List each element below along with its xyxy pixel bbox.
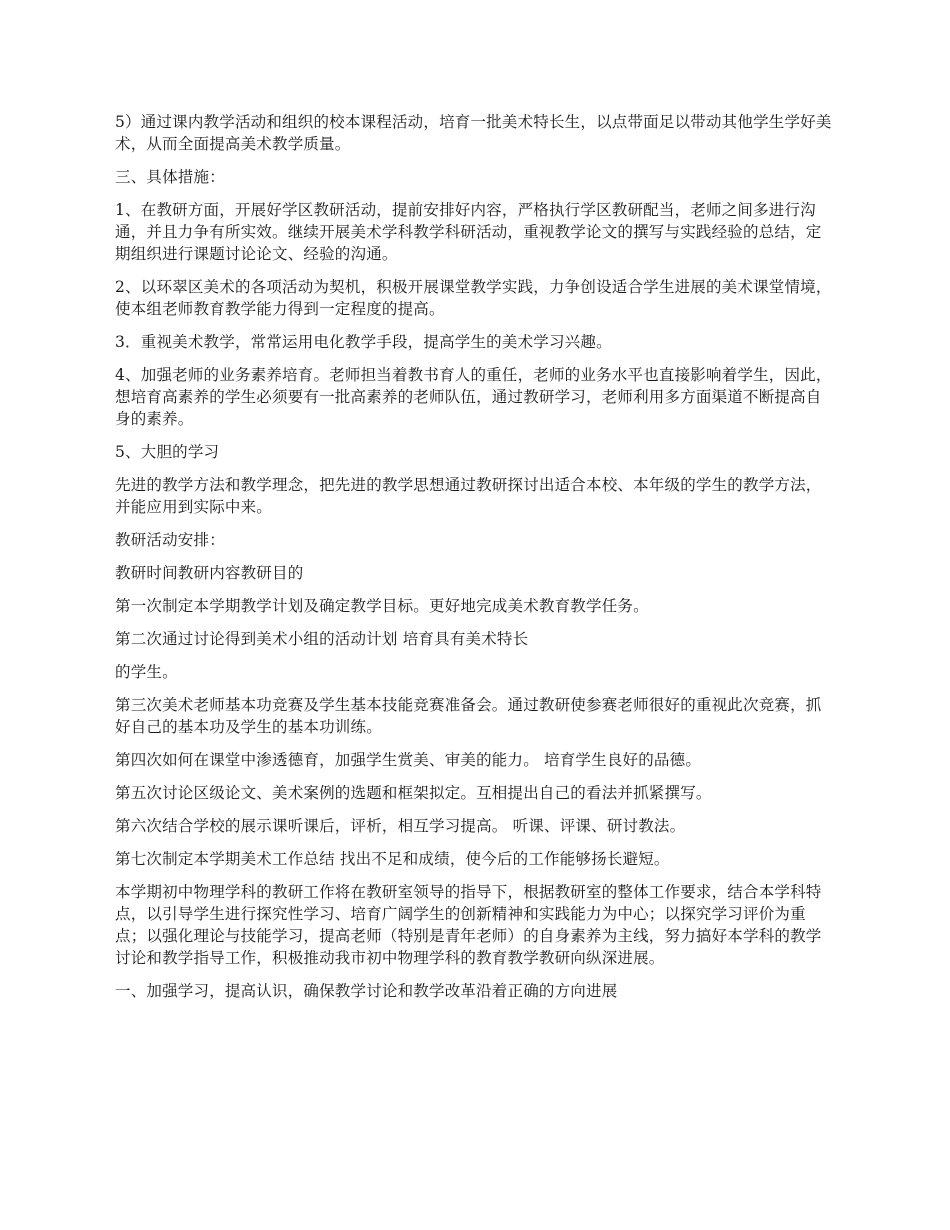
schedule-item-7: 第七次制定本学期美术工作总结 找出不足和成绩，使今后的工作能够扬长避短。 xyxy=(115,850,670,868)
paragraph-measure-4: 4、加强老师的业务素养培育。老师担当着教书育人的重任，老师的业务水平也直接影响着学生，因此，想培育高素养的学生必须要有一批高素养的老师队伍，通过教研学习，老师利用多方面渠道不断提高自身的素养。 xyxy=(115,366,832,428)
schedule-header: 教研时间教研内容教研目的 xyxy=(115,564,304,582)
schedule-item-1: 第一次制定本学期教学计划及确定教学目标。更好地完成美术教育教学任务。 xyxy=(115,597,649,615)
schedule-item-2-continued: 的学生。 xyxy=(115,663,178,681)
section-heading-study: 一、加强学习，提高认识，确保教学讨论和教学改革沿着正确的方向进展 xyxy=(115,982,618,1000)
paragraph-physics-intro: 本学期初中物理学科的教研工作将在教研室领导的指导下，根据教研室的整体工作要求，结合本学科特点，以引导学生进行探究性学习、培育广阔学生的创新精神和实践能力为中心；以探究学习评价为重点；以强化理论与技能学习，提高老师（特别是青年老师）的自身素养为主线，努力搞好本学科的教学讨论和教学指导工作，积极推动我市初中物理学科的教育教学教研向纵深进展。 xyxy=(115,883,822,967)
schedule-item-3: 第三次美术老师基本功竞赛及学生基本技能竞赛准备会。通过教研使参赛老师很好的重视此次竞赛，抓好自己的基本功及学生的基本功训练。 xyxy=(115,696,822,736)
schedule-item-6: 第六次结合学校的展示课听课后，评析，相互学习提高。 听课、评课、研讨教法。 xyxy=(115,817,686,835)
section-heading-schedule: 教研活动安排： xyxy=(115,531,225,549)
paragraph-measure-5: 5、大胆的学习 xyxy=(115,443,220,461)
schedule-item-5: 第五次讨论区级论文、美术案例的选题和框架拟定。互相提出自己的看法并抓紧撰写。 xyxy=(115,784,712,802)
paragraph-measure-2: 2、以环翠区美术的各项活动为契机，积极开展课堂教学实践，力争创设适合学生进展的美术课堂情境，使本组老师教育教学能力得到一定程度的提高。 xyxy=(115,278,832,318)
paragraph-goal-5: 5）通过课内教学活动和组织的校本课程活动，培育一批美术特长生，以点带面足以带动其他学生学好美术，从而全面提高美术教学质量。 xyxy=(115,113,832,153)
paragraph-measure-3: 3．重视美术教学，常常运用电化教学手段，提高学生的美术学习兴趣。 xyxy=(115,333,612,351)
document-body xyxy=(115,111,837,1013)
schedule-item-4: 第四次如何在课堂中渗透德育，加强学生赏美、审美的能力。 培育学生良好的品德。 xyxy=(115,751,702,769)
section-heading-measures: 三、具体措施： xyxy=(115,168,225,186)
schedule-item-2: 第二次通过讨论得到美术小组的活动计划 培育具有美术特长 xyxy=(115,630,529,648)
paragraph-measure-1: 1、在教研方面，开展好学区教研活动，提前安排好内容，严格执行学区教研配当，老师之间多进行沟通，并且力争有所实效。继续开展美术学科教学科研活动，重视教学论文的撰写与实践经验的总结，定期组织进行课题讨论论文、经验的沟通。 xyxy=(115,201,822,263)
paragraph-measure-5-detail: 先进的教学方法和教学理念，把先进的教学思想通过教研探讨出适合本校、本年级的学生的教学方法，并能应用到实际中来。 xyxy=(115,476,822,516)
